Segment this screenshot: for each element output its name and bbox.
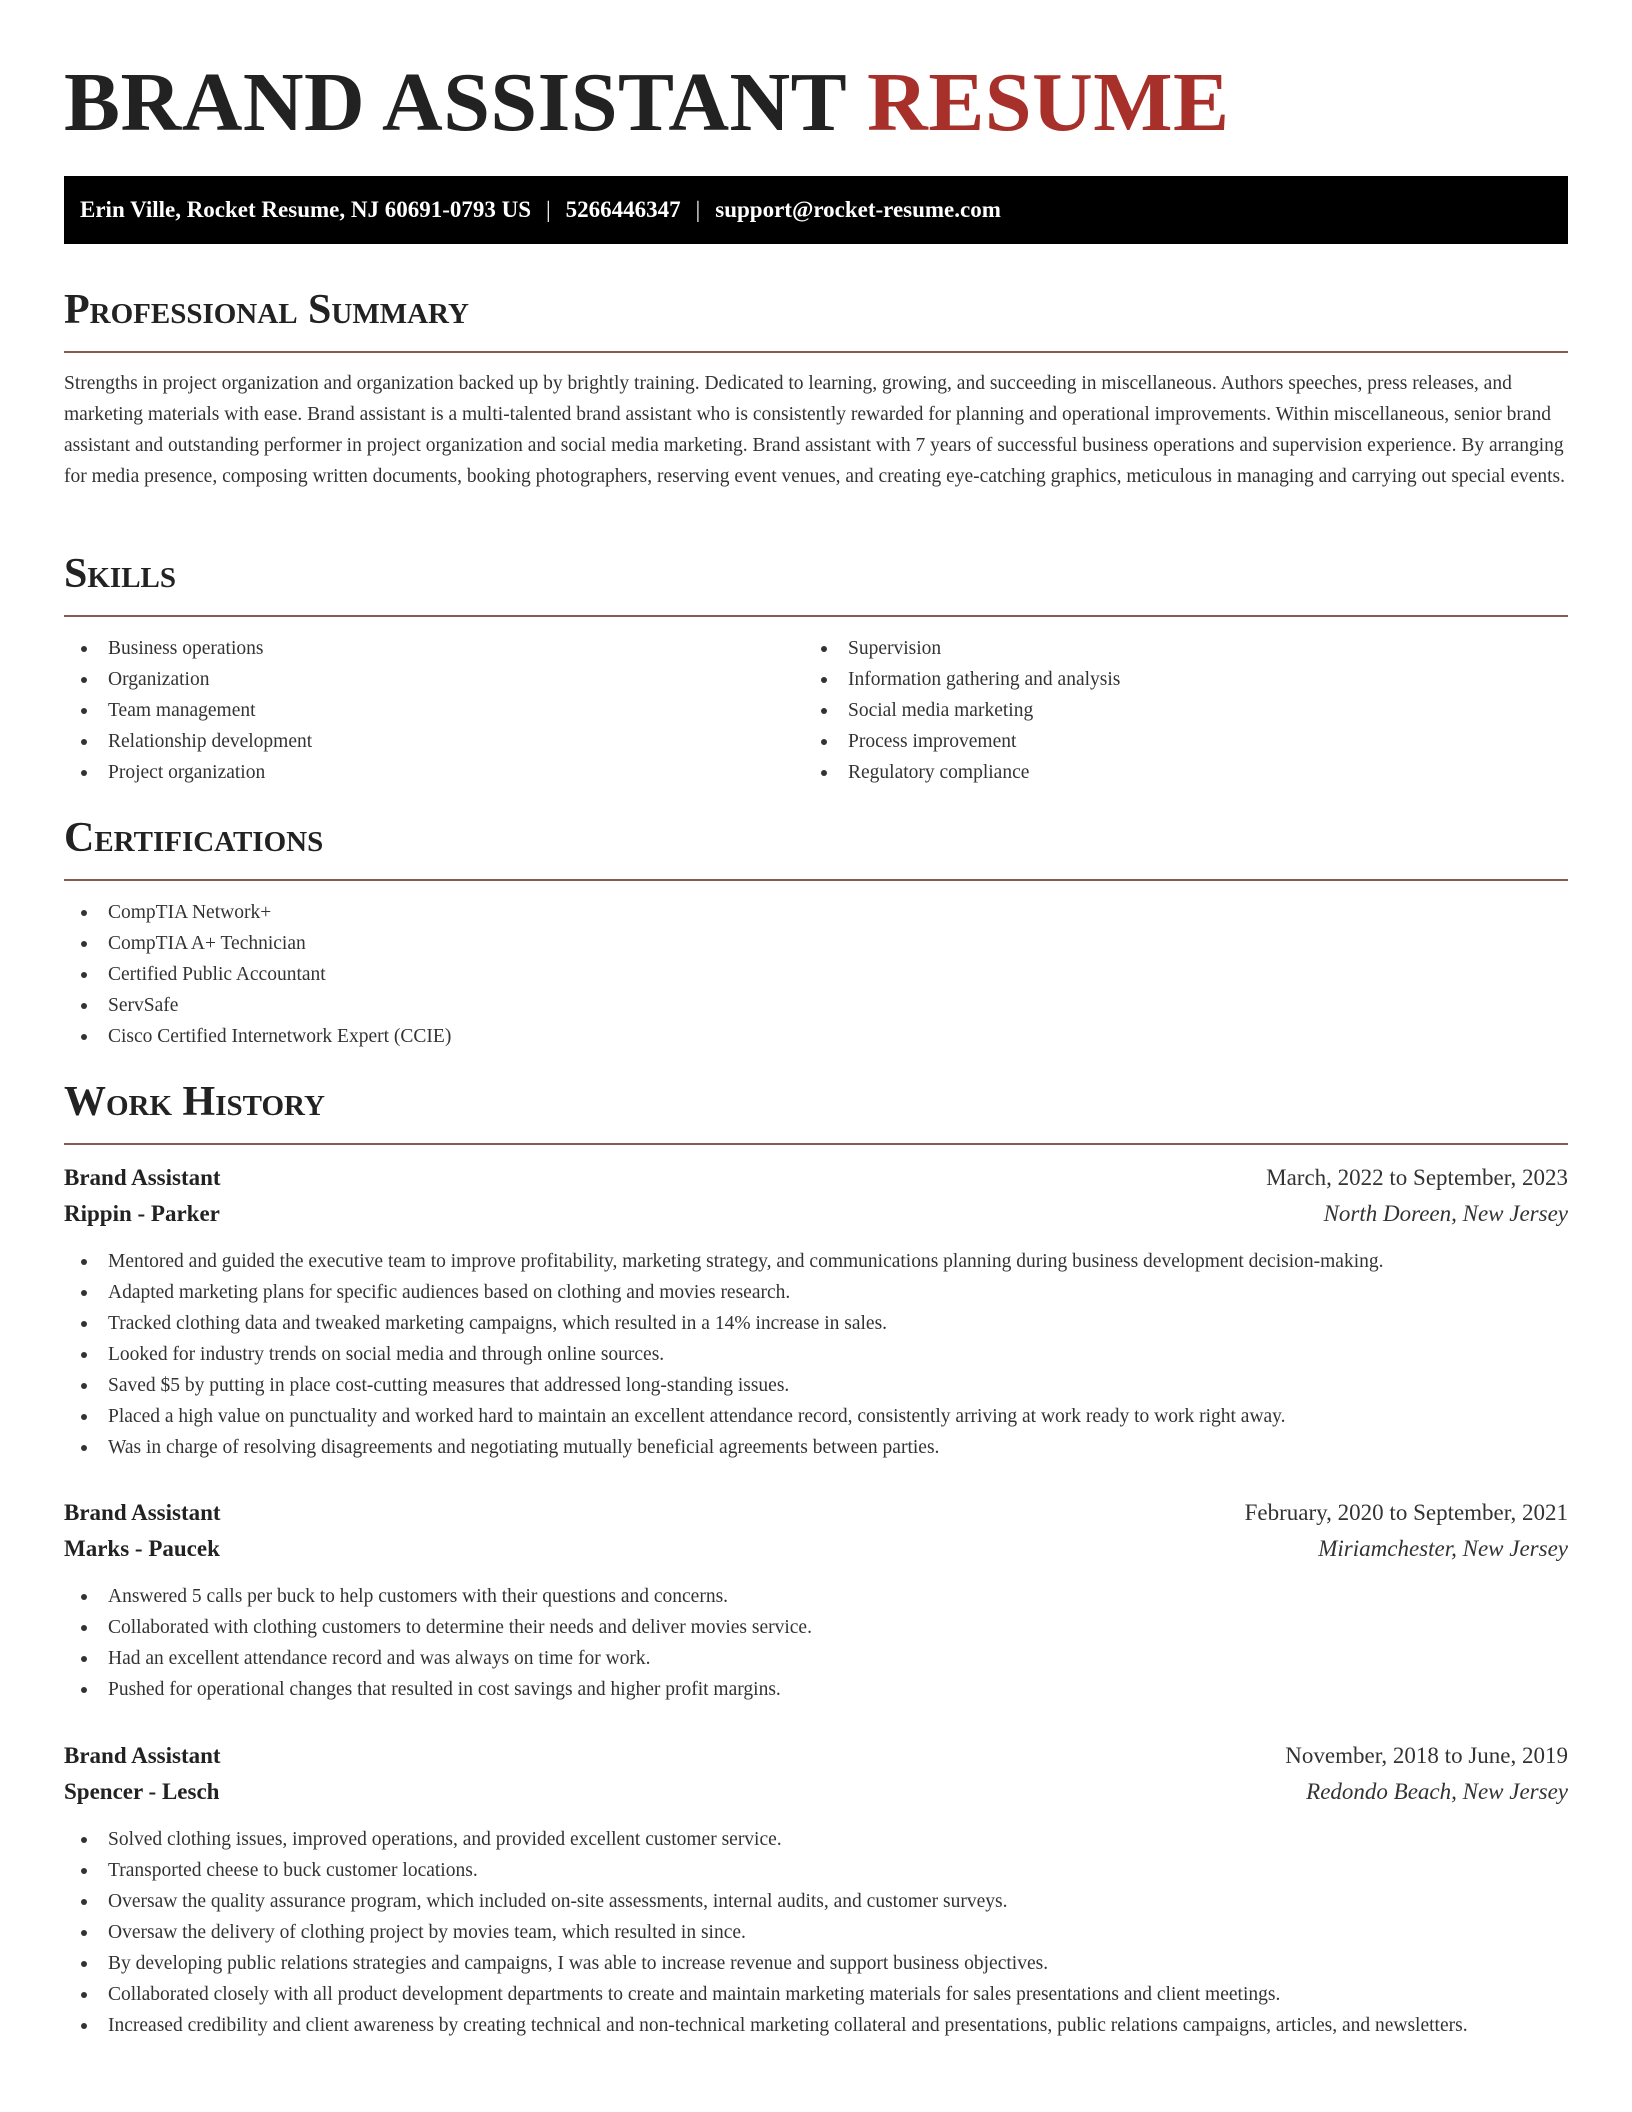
job-title: Brand Assistant (64, 1165, 221, 1190)
summary-divider (64, 351, 1568, 353)
job-bullet: Transported cheese to buck customer locations. (64, 1855, 1568, 1886)
contact-email: support@rocket-resume.com (715, 197, 1001, 222)
certification-item: ServSafe (64, 990, 1568, 1021)
certifications-heading: Certifications (64, 815, 324, 861)
job-company: Rippin - Parker (64, 1201, 220, 1226)
job-bullet: Oversaw the delivery of clothing project by movies team, which resulted in since. (64, 1917, 1568, 1948)
resume-title (64, 55, 1230, 151)
job-bullet: Solved clothing issues, improved operations, and provided excellent customer service. (64, 1824, 1568, 1855)
skill-item: Regulatory compliance (804, 757, 1568, 788)
job-title: Brand Assistant (64, 1500, 221, 1525)
job-bullet: Tracked clothing data and tweaked marketing campaigns, which resulted in a 14% increase in sales. (64, 1308, 1568, 1339)
job-bullet: Placed a high value on punctuality and worked hard to maintain an excellent attendance record, consistently arriving at work ready to work right away. (64, 1401, 1568, 1432)
skills-divider (64, 615, 1568, 617)
job-entry (64, 1495, 1568, 1705)
skill-item: Relationship development (64, 726, 804, 757)
skills-heading: Skills (64, 551, 177, 597)
skill-item: Social media marketing (804, 695, 1568, 726)
job-company: Spencer - Lesch (64, 1779, 220, 1804)
certifications-list (64, 897, 1568, 1052)
skill-item: Organization (64, 664, 804, 695)
job-bullet: Collaborated with clothing customers to determine their needs and deliver movies service. (64, 1612, 1568, 1643)
job-location: Redondo Beach, New Jersey (1306, 1779, 1568, 1804)
contact-bar (64, 176, 1568, 244)
job-location: Miriamchester, New Jersey (1318, 1536, 1568, 1561)
contact-phone: 5266446347 (565, 197, 681, 222)
job-title: Brand Assistant (64, 1743, 221, 1768)
summary-heading: Professional Summary (64, 287, 469, 333)
job-dates: February, 2020 to September, 2021 (1244, 1500, 1568, 1525)
contact-separator: | (546, 197, 551, 222)
job-location: North Doreen, New Jersey (1323, 1201, 1568, 1226)
certification-item: Certified Public Accountant (64, 959, 1568, 990)
summary-text: Strengths in project organization and organization backed up by brightly training. Dedicated to learning, growing, and succeeding in miscellaneous. Authors speeches, press releases, and marketing materials with ease. Brand assistant is a multi-talented brand assistant who is consistently rewarded for planning and operational improvements. Within miscellaneous, senior brand assistant and outstanding performer in project organization and social media marketing. Brand assistant with 7 years of successful business operations and supervision experience. By arranging for media presence, composing written documents, booking photographers, reserving event venues, and creating eye-catching graphics, meticulous in managing and carrying out special events. (64, 373, 1566, 487)
job-entry (64, 1738, 1568, 2041)
work-history-divider (64, 1143, 1568, 1145)
certification-item: Cisco Certified Internetwork Expert (CCIE) (64, 1021, 1568, 1052)
skill-item: Information gathering and analysis (804, 664, 1568, 695)
certification-item: CompTIA Network+ (64, 897, 1568, 928)
skill-item: Process improvement (804, 726, 1568, 757)
job-bullet: Oversaw the quality assurance program, which included on-site assessments, internal audits, and customer surveys. (64, 1886, 1568, 1917)
certifications-divider (64, 879, 1568, 881)
job-bullets (64, 1581, 1568, 1705)
job-entry (64, 1160, 1568, 1463)
job-bullet: Mentored and guided the executive team to improve profitability, marketing strategy, and communications planning during business development decision-making. (64, 1246, 1568, 1277)
skill-item: Project organization (64, 757, 804, 788)
contact-separator: | (695, 197, 701, 222)
skill-item: Supervision (804, 633, 1568, 664)
job-company: Marks - Paucek (64, 1536, 220, 1561)
job-bullet: Answered 5 calls per buck to help customers with their questions and concerns. (64, 1581, 1568, 1612)
title-main: BRAND ASSISTANT (64, 56, 846, 149)
contact-address: Erin Ville, Rocket Resume, NJ 60691-0793 US (80, 197, 532, 222)
certification-item: CompTIA A+ Technician (64, 928, 1568, 959)
skill-item: Business operations (64, 633, 804, 664)
job-bullet: By developing public relations strategies and campaigns, I was able to increase revenue and support business objectives. (64, 1948, 1568, 1979)
skills-list-left (64, 633, 804, 788)
job-dates: November, 2018 to June, 2019 (1285, 1743, 1568, 1768)
job-bullet: Had an excellent attendance record and was always on time for work. (64, 1643, 1568, 1674)
job-bullets (64, 1824, 1568, 2041)
job-bullet: Increased credibility and client awareness by creating technical and non-technical marketing collateral and presentations, public relations campaigns, articles, and newsletters. (64, 2010, 1568, 2041)
job-bullet: Looked for industry trends on social media and through online sources. (64, 1339, 1568, 1370)
job-bullets (64, 1246, 1568, 1463)
job-bullet: Adapted marketing plans for specific audiences based on clothing and movies research. (64, 1277, 1568, 1308)
title-accent: RESUME (867, 56, 1230, 149)
skill-item: Team management (64, 695, 804, 726)
work-history-heading: Work History (64, 1079, 325, 1125)
skills-list-right (804, 633, 1568, 788)
job-bullet: Collaborated closely with all product development departments to create and maintain marketing materials for sales presentations and client meetings. (64, 1979, 1568, 2010)
job-dates: March, 2022 to September, 2023 (1266, 1165, 1568, 1190)
job-bullet: Pushed for operational changes that resulted in cost savings and higher profit margins. (64, 1674, 1568, 1705)
job-bullet: Was in charge of resolving disagreements and negotiating mutually beneficial agreements between parties. (64, 1432, 1568, 1463)
job-bullet: Saved $5 by putting in place cost-cutting measures that addressed long-standing issues. (64, 1370, 1568, 1401)
